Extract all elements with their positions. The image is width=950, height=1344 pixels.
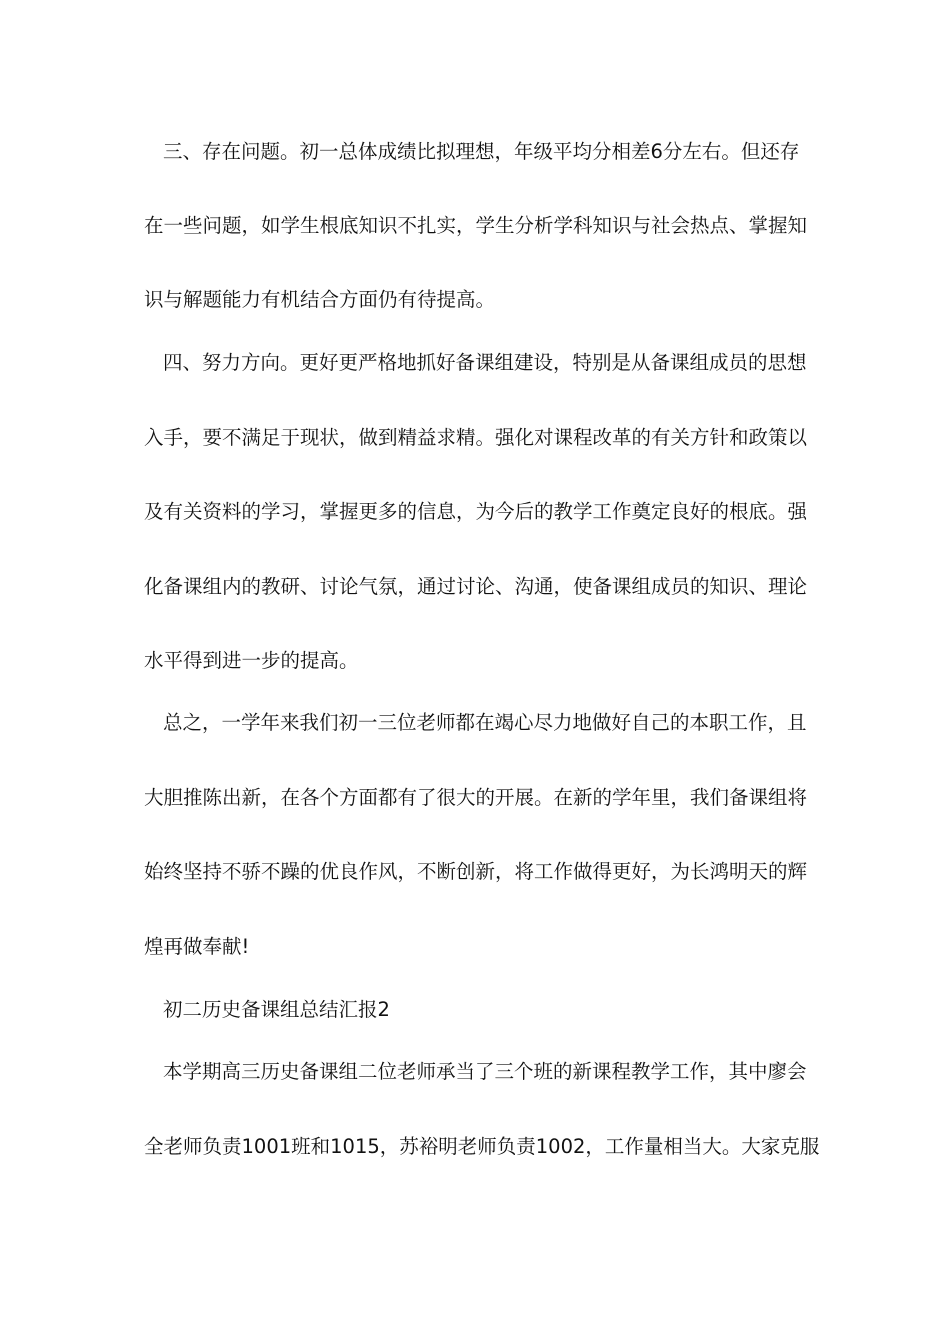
paragraph-3-line-1: 三、存在问题。初一总体成绩比拟理想，年级平均分相差6分左右。但还存: [163, 140, 800, 163]
summary-line-2: 大胆推陈出新，在各个方面都有了很大的开展。在新的学年里，我们备课组将: [144, 786, 808, 809]
section-2-line-2: 全老师负责1001班和1015，苏裕明老师负责1002，工作量相当大。大家克服: [144, 1135, 820, 1158]
paragraph-4-line-3: 及有关资料的学习，掌握更多的信息，为今后的教学工作奠定良好的根底。强: [144, 500, 808, 523]
summary-line-3: 始终坚持不骄不躁的优良作风，不断创新，将工作做得更好，为长鸿明天的辉: [144, 860, 808, 883]
section-2-line-1: 本学期高三历史备课组二位老师承当了三个班的新课程教学工作，其中廖会: [163, 1060, 807, 1083]
paragraph-4-line-2: 入手，要不满足于现状，做到精益求精。强化对课程改革的有关方针和政策以: [144, 426, 808, 449]
paragraph-4-line-1: 四、努力方向。更好更严格地抓好备课组建设，特别是从备课组成员的思想: [163, 351, 807, 374]
paragraph-3-line-2: 在一些问题，如学生根底知识不扎实，学生分析学科知识与社会热点、掌握知: [144, 214, 808, 237]
summary-line-1: 总之，一学年来我们初一三位老师都在竭心尽力地做好自己的本职工作，且: [163, 711, 807, 734]
paragraph-4-line-4: 化备课组内的教研、讨论气氛，通过讨论、沟通，使备课组成员的知识、理论: [144, 575, 808, 598]
paragraph-3-line-3: 识与解题能力有机结合方面仍有待提高。: [144, 288, 496, 311]
section-heading: 初二历史备课组总结汇报2: [163, 998, 390, 1021]
paragraph-4-line-5: 水平得到进一步的提高。: [144, 649, 359, 672]
summary-line-4: 煌再做奉献!: [144, 935, 250, 958]
